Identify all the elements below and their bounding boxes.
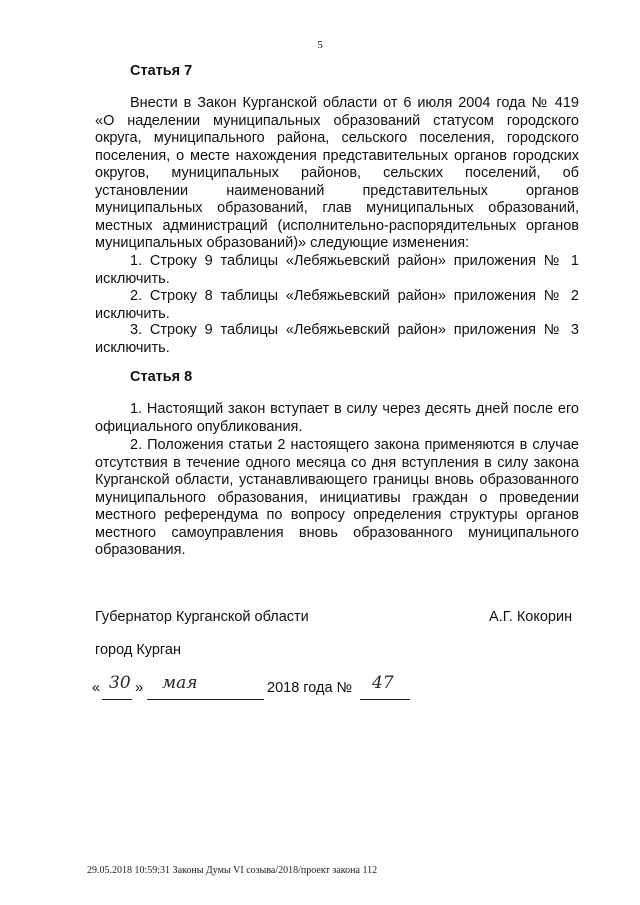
date-line	[92, 674, 452, 704]
article-8-item-1: 1. Настоящий закон вступает в силу через десять дней после его официального опубликования.	[95, 401, 579, 435]
article-8-heading: Статья 8	[130, 369, 193, 385]
signature-name: А.Г. Кокорин	[489, 609, 573, 625]
city-line: город Курган	[95, 642, 181, 658]
footer-file-stamp: 29.05.2018 10:59:31 Законы Думы VI созыва/2018/проект закона 112	[87, 865, 378, 876]
date-close-quote: »	[135, 680, 144, 696]
article-7-intro: Внести в Закон Курганской области от 6 июля 2004 года № 419 «О наделении муниципальных образований статусом городского округа, муниципального района, сельского поселения, городского поселения, о месте нахождения представительных органов городских округов, муниципальных районов, сельских поселений, об установлении наименований представительных органов муниципальных образований, глав муниципальных образований, местных администраций (исполнительно-распорядительных органов муниципальных образований)» следующие изменения:	[95, 95, 579, 251]
article-8-item-2: 2. Положения статьи 2 настоящего закона применяются в случае отсутствия в течение одного месяца со дня вступления в силу закона Курганской области, устанавливающего границы вновь образованного муниципального образования, инициативы граждан о проведении местного референдума по вопросу определения структуры органов местного самоуправления вновь образованного муниципального образования.	[95, 437, 579, 558]
number-underline	[360, 699, 410, 700]
date-open-quote: «	[92, 680, 101, 696]
date-year-text: 2018 года №	[267, 680, 353, 696]
article-7-item-2: 2. Строку 8 таблицы «Лебяжьевский район» приложения № 2 исключить.	[95, 288, 579, 322]
day-underline	[102, 699, 132, 700]
page-number: 5	[317, 39, 323, 51]
document-number-handwritten: 47	[372, 673, 394, 693]
date-day-handwritten: 30	[109, 673, 131, 693]
month-underline	[147, 699, 264, 700]
article-7-item-1: 1. Строку 9 таблицы «Лебяжьевский район» приложения № 1 исключить.	[95, 253, 579, 287]
article-7-heading: Статья 7	[130, 63, 193, 79]
date-month-handwritten: мая	[162, 673, 198, 693]
signature-title: Губернатор Курганской области	[95, 609, 309, 625]
article-7-item-3: 3. Строку 9 таблицы «Лебяжьевский район» приложения № 3 исключить.	[95, 322, 579, 356]
